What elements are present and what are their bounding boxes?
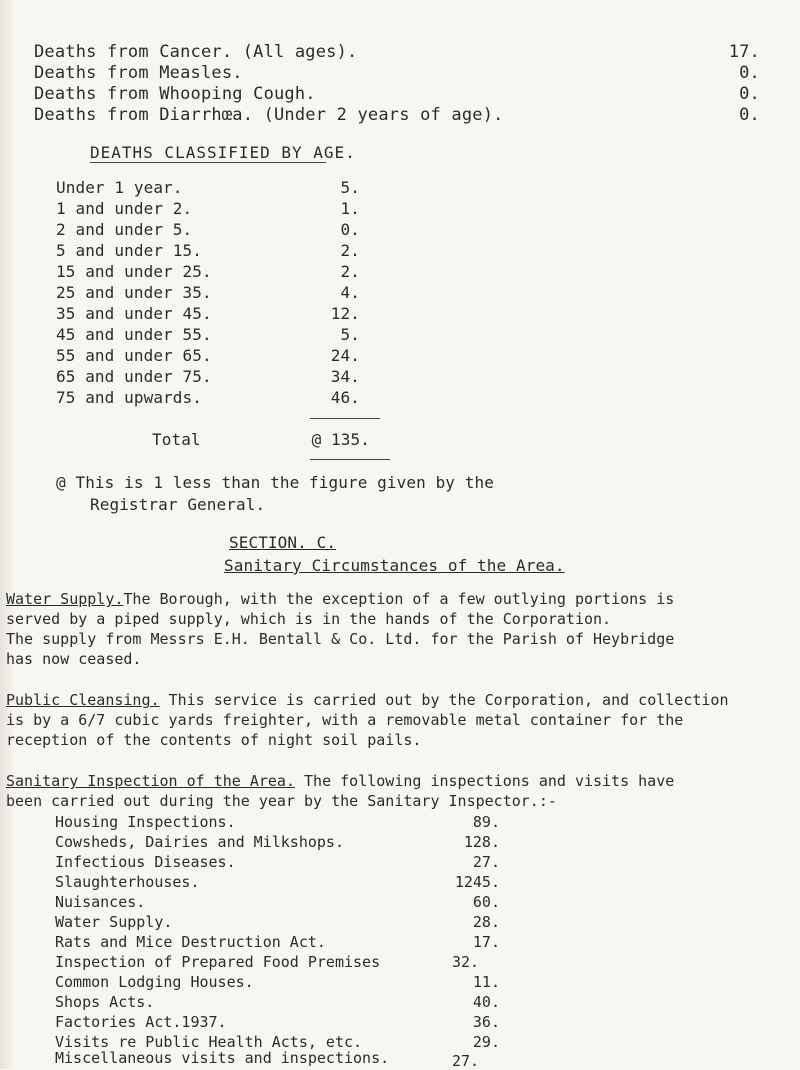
- age-row-value: 46.: [330, 388, 360, 407]
- water-supply-text: The Borough, with the exception of a few outlying portions is: [123, 590, 675, 608]
- inspection-item-label: Nuisances.: [55, 893, 146, 911]
- inspection-item-label: Housing Inspections.: [55, 813, 236, 831]
- age-row-label: Under 1 year.: [56, 178, 183, 197]
- age-row-label: 25 and under 35.: [56, 283, 212, 302]
- inspection-item-value: 32.: [452, 953, 480, 971]
- age-row-label: 1 and under 2.: [56, 199, 193, 218]
- total-value: @ 135.: [311, 430, 370, 449]
- public-cleansing-line1: [6, 691, 728, 709]
- inspection-item-label: Water Supply.: [55, 913, 173, 931]
- inspection-item-value: 27.: [452, 1052, 480, 1070]
- summary-value-cancer: 17.: [728, 42, 760, 62]
- scan-shadow: [0, 0, 14, 1069]
- summary-label-diarrhoea: Deaths from Diarrhœa. (Under 2 years of age).: [34, 105, 504, 125]
- inspection-item-value: 11.: [472, 973, 500, 991]
- age-row-value: 4.: [340, 283, 360, 302]
- inspection-item-label: Shops Acts.: [55, 993, 155, 1011]
- inspection-item-value: 17.: [472, 933, 500, 951]
- age-row-value: 24.: [330, 346, 360, 365]
- inspection-heading: Sanitary Inspection of the Area.: [6, 772, 295, 790]
- water-supply-line2: served by a piped supply, which is in the hands of the Corporation.: [6, 610, 612, 628]
- age-row-value: 5.: [340, 325, 360, 344]
- age-row-value: 2.: [340, 262, 360, 281]
- inspection-item-label: Slaughterhouses.: [55, 873, 200, 891]
- inspection-item-value: 60.: [472, 893, 500, 911]
- inspection-intro-line1: [6, 772, 674, 790]
- inspection-item-label: Infectious Diseases.: [55, 853, 236, 871]
- inspection-item-value: 1245.: [454, 873, 500, 891]
- age-row-label: 75 and upwards.: [56, 388, 202, 407]
- inspection-item-label: Inspection of Prepared Food Premises: [55, 953, 381, 971]
- age-footnote-line2: Registrar General.: [90, 495, 266, 514]
- age-row-value: 1.: [340, 199, 360, 218]
- public-cleansing-heading: Public Cleansing.: [6, 691, 160, 709]
- summary-value-measles: 0.: [739, 63, 760, 83]
- total-double-rule: [310, 459, 390, 460]
- inspection-item-label: Cowsheds, Dairies and Milkshops.: [55, 833, 344, 851]
- inspection-item-label: Miscellaneous visits and inspections.: [55, 1049, 390, 1067]
- age-row-label: 65 and under 75.: [56, 367, 212, 386]
- water-supply-line4: has now ceased.: [6, 650, 142, 668]
- age-table-heading: DEATHS CLASSIFIED BY AGE.: [90, 143, 356, 162]
- summary-label-whooping-cough: Deaths from Whooping Cough.: [34, 84, 316, 104]
- inspection-item-value: 29.: [472, 1033, 500, 1051]
- summary-value-whooping-cough: 0.: [739, 84, 760, 104]
- water-supply-heading: Water Supply.: [6, 590, 124, 608]
- inspection-item-value: 28.: [472, 913, 500, 931]
- age-row-value: 0.: [340, 220, 360, 239]
- inspection-item-label: Rats and Mice Destruction Act.: [55, 933, 326, 951]
- public-cleansing-text: This service is carried out by the Corporation, and collection: [168, 691, 729, 709]
- age-row-value: 2.: [340, 241, 360, 260]
- inspection-intro-line2: been carried out during the year by the Sanitary Inspector.:-: [6, 792, 557, 810]
- inspection-item-label: Visits re Public Health Acts, etc.: [55, 1033, 363, 1051]
- age-row-label: 55 and under 65.: [56, 346, 212, 365]
- inspection-intro-text: The following inspections and visits have: [304, 772, 675, 790]
- inspection-item-label: Factories Act.1937.: [55, 1013, 227, 1031]
- summary-value-diarrhoea: 0.: [739, 105, 760, 125]
- water-supply-line3: The supply from Messrs E.H. Bentall & Co. Ltd. for the Parish of Heybridge: [6, 630, 675, 648]
- age-row-label: 5 and under 15.: [56, 241, 202, 260]
- section-subtitle: Sanitary Circumstances of the Area.: [224, 556, 565, 575]
- public-cleansing-line3: reception of the contents of night soil pails.: [6, 731, 422, 749]
- inspection-item-value: 27.: [472, 853, 500, 871]
- summary-label-cancer: Deaths from Cancer. (All ages).: [34, 42, 358, 62]
- age-row-label: 35 and under 45.: [56, 304, 212, 323]
- inspection-item-value: 128.: [463, 833, 500, 851]
- age-row-value: 12.: [330, 304, 360, 323]
- public-cleansing-line2: is by a 6/7 cubic yards freighter, with a removable metal container for the: [6, 711, 684, 729]
- age-row-label: 15 and under 25.: [56, 262, 212, 281]
- total-label: Total: [152, 430, 201, 449]
- inspection-item-value: 40.: [472, 993, 500, 1011]
- inspection-item-label: Common Lodging Houses.: [55, 973, 254, 991]
- age-row-label: 2 and under 5.: [56, 220, 193, 239]
- age-heading-underline: [90, 162, 326, 163]
- water-supply-line1: [6, 590, 674, 608]
- summary-label-measles: Deaths from Measles.: [34, 63, 243, 83]
- age-row-value: 5.: [340, 178, 360, 197]
- inspection-item-value: 36.: [472, 1013, 500, 1031]
- inspection-item-value: 89.: [472, 813, 500, 831]
- age-row-label: 45 and under 55.: [56, 325, 212, 344]
- total-rule: [310, 418, 380, 419]
- section-title: SECTION. C.: [229, 533, 337, 552]
- age-row-value: 34.: [330, 367, 360, 386]
- age-footnote-line1: @ This is 1 less than the figure given by the: [56, 473, 494, 492]
